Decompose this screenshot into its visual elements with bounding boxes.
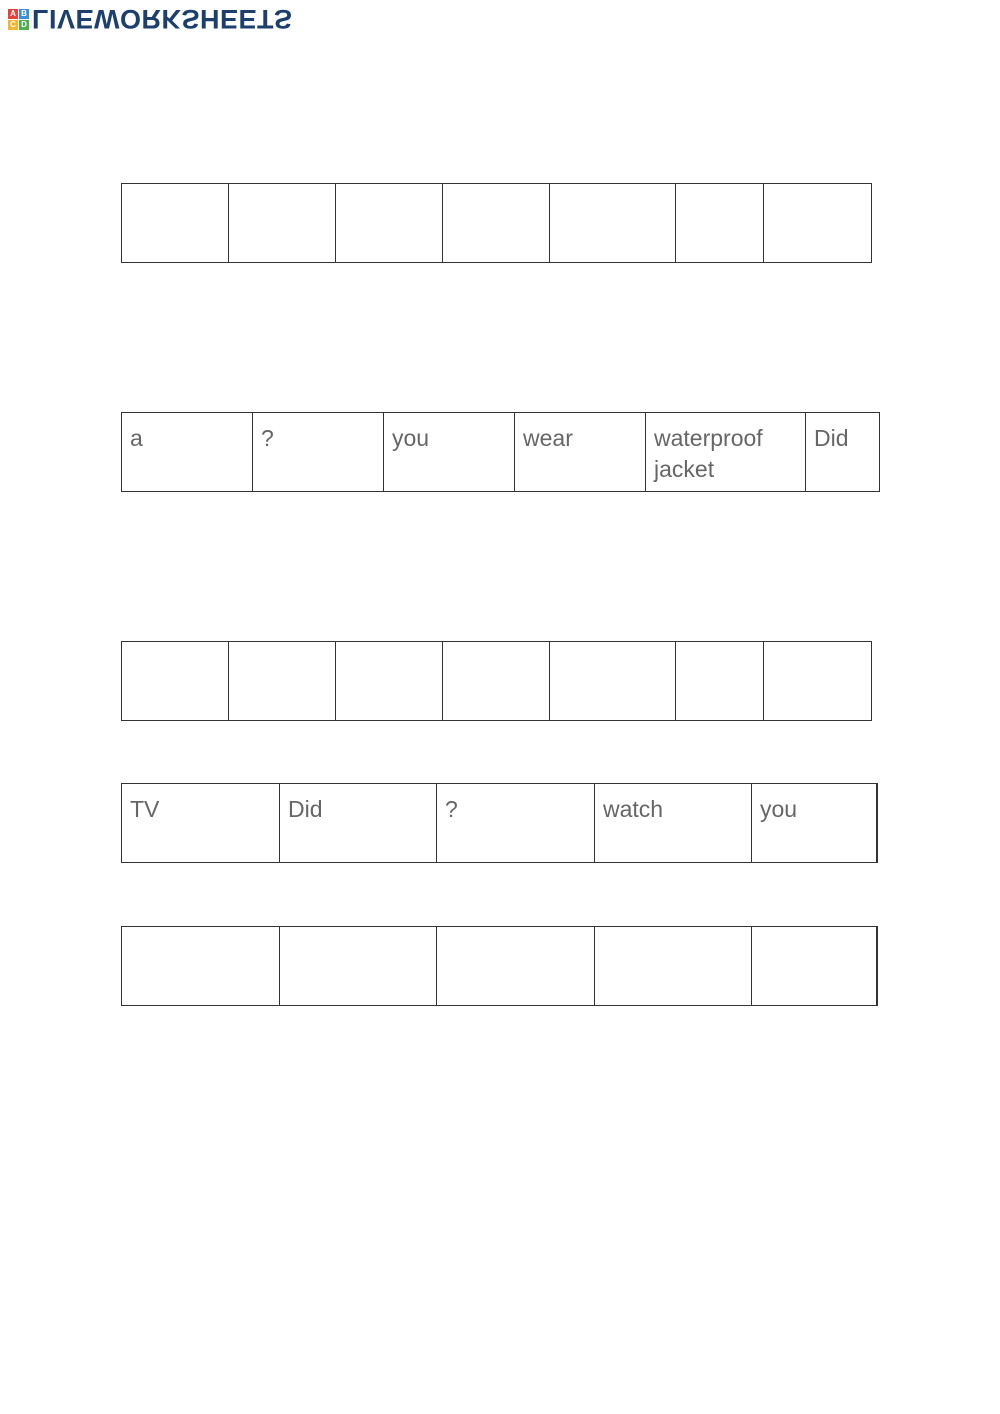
answer-cell[interactable]	[122, 184, 229, 262]
word-row-2	[121, 783, 878, 863]
logo-block-d: D	[19, 20, 29, 30]
answer-cell[interactable]	[336, 184, 443, 262]
answer-cell[interactable]	[336, 642, 443, 720]
word-cell[interactable]: ?	[253, 413, 384, 491]
word-cell[interactable]: a	[122, 413, 253, 491]
answer-cell[interactable]	[764, 642, 872, 720]
answer-cell[interactable]	[443, 642, 550, 720]
word-cell[interactable]: watch	[595, 784, 752, 862]
logo-block-a: A	[8, 9, 18, 19]
word-cell[interactable]: you	[384, 413, 515, 491]
answer-cell[interactable]	[676, 184, 764, 262]
answer-cell[interactable]	[229, 642, 336, 720]
answer-row-1	[121, 183, 872, 263]
word-cell[interactable]: ?	[437, 784, 595, 862]
logo-block-b: B	[19, 9, 29, 19]
word-cell[interactable]: waterproof jacket	[646, 413, 806, 491]
logo-text: LIVEWORKSHEETS	[32, 4, 293, 34]
answer-cell[interactable]	[676, 642, 764, 720]
word-cell[interactable]: wear	[515, 413, 646, 491]
answer-cell[interactable]	[437, 927, 595, 1005]
answer-cell[interactable]	[443, 184, 550, 262]
answer-cell[interactable]	[550, 184, 676, 262]
answer-cell[interactable]	[764, 184, 872, 262]
word-cell[interactable]: Did	[280, 784, 437, 862]
answer-row-2	[121, 641, 872, 721]
answer-row-3	[121, 926, 878, 1006]
answer-cell[interactable]	[595, 927, 752, 1005]
logo-blocks-icon	[8, 9, 29, 30]
liveworksheets-logo	[8, 4, 293, 34]
word-cell[interactable]: you	[752, 784, 878, 862]
logo-block-c: C	[8, 20, 18, 30]
answer-cell[interactable]	[280, 927, 437, 1005]
answer-cell[interactable]	[550, 642, 676, 720]
answer-cell[interactable]	[752, 927, 878, 1005]
answer-cell[interactable]	[122, 927, 280, 1005]
word-row-1	[121, 412, 880, 492]
word-cell[interactable]: Did	[806, 413, 880, 491]
word-cell[interactable]: TV	[122, 784, 280, 862]
answer-cell[interactable]	[229, 184, 336, 262]
answer-cell[interactable]	[122, 642, 229, 720]
